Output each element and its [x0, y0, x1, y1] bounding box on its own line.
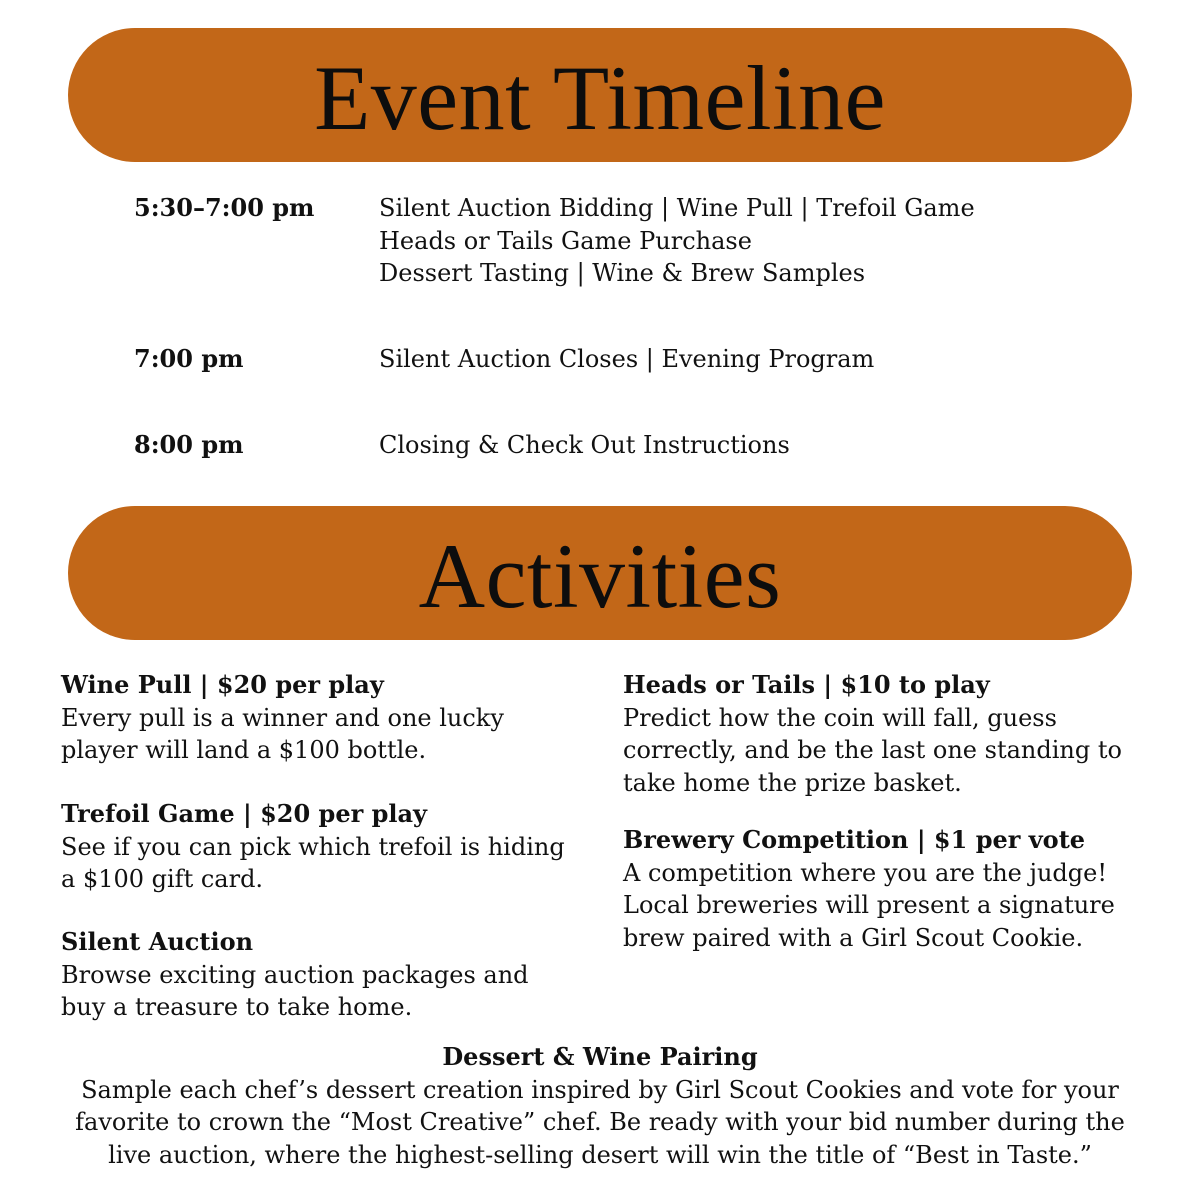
timeline-items: [379, 343, 874, 376]
timeline-items: [379, 429, 790, 462]
activity-title: Dessert & Wine Pairing: [442, 1042, 758, 1071]
activity-title: Trefoil Game | $20 per play: [61, 799, 427, 828]
timeline-items: [379, 192, 975, 290]
activity-description: See if you can pick which trefoil is hiding a $100 gift card.: [61, 832, 565, 893]
timeline-item: Heads or Tails Game Purchase: [379, 226, 752, 255]
timeline-time: 7:00 pm: [134, 344, 244, 373]
activity-title: Heads or Tails | $10 to play: [623, 670, 990, 699]
activities-heading: Activities: [418, 525, 782, 627]
activity-heads-or-tails: [623, 669, 1153, 799]
activity-trefoil-game: [61, 798, 571, 896]
activity-wine-pull: [61, 669, 571, 767]
event-timeline-heading: Event Timeline: [314, 47, 886, 149]
activity-title: Silent Auction: [61, 927, 254, 956]
activity-description: Predict how the coin will fall, guess correctly, and be the last one standing to take home the prize basket.: [623, 703, 1122, 797]
activity-title: Wine Pull | $20 per play: [61, 670, 384, 699]
activity-description: A competition where you are the judge! Local breweries will present a signature brew paired with a Girl Scout Cookie.: [623, 858, 1115, 952]
event-timeline-banner: [68, 28, 1132, 162]
timeline-time: 5:30–7:00 pm: [134, 193, 315, 222]
activity-title: Brewery Competition | $1 per vote: [623, 825, 1086, 854]
timeline-item: Dessert Tasting | Wine & Brew Samples: [379, 259, 866, 287]
activity-description: Sample each chef’s dessert creation inspired by Girl Scout Cookies and vote for your favorite to crown the “Most Creative” chef. Be ready with your bid number during the live auction, where the highest-selling desert will win the title of “Best in Taste.”: [75, 1075, 1125, 1169]
timeline-time: 8:00 pm: [134, 430, 244, 459]
activity-description: Every pull is a winner and one lucky player will land a $100 bottle.: [61, 703, 504, 764]
activity-silent-auction: [61, 926, 571, 1024]
timeline-item: Closing & Check Out Instructions: [379, 431, 790, 459]
timeline-item: Silent Auction Closes | Evening Program: [379, 345, 875, 373]
activity-dessert-wine-pairing: [50, 1041, 1150, 1171]
activity-description: Browse exciting auction packages and buy a treasure to take home.: [61, 960, 529, 1021]
activities-banner: [68, 506, 1132, 640]
activity-brewery-competition: [623, 824, 1153, 954]
timeline-item: Silent Auction Bidding | Wine Pull | Trefoil Game: [379, 194, 975, 222]
